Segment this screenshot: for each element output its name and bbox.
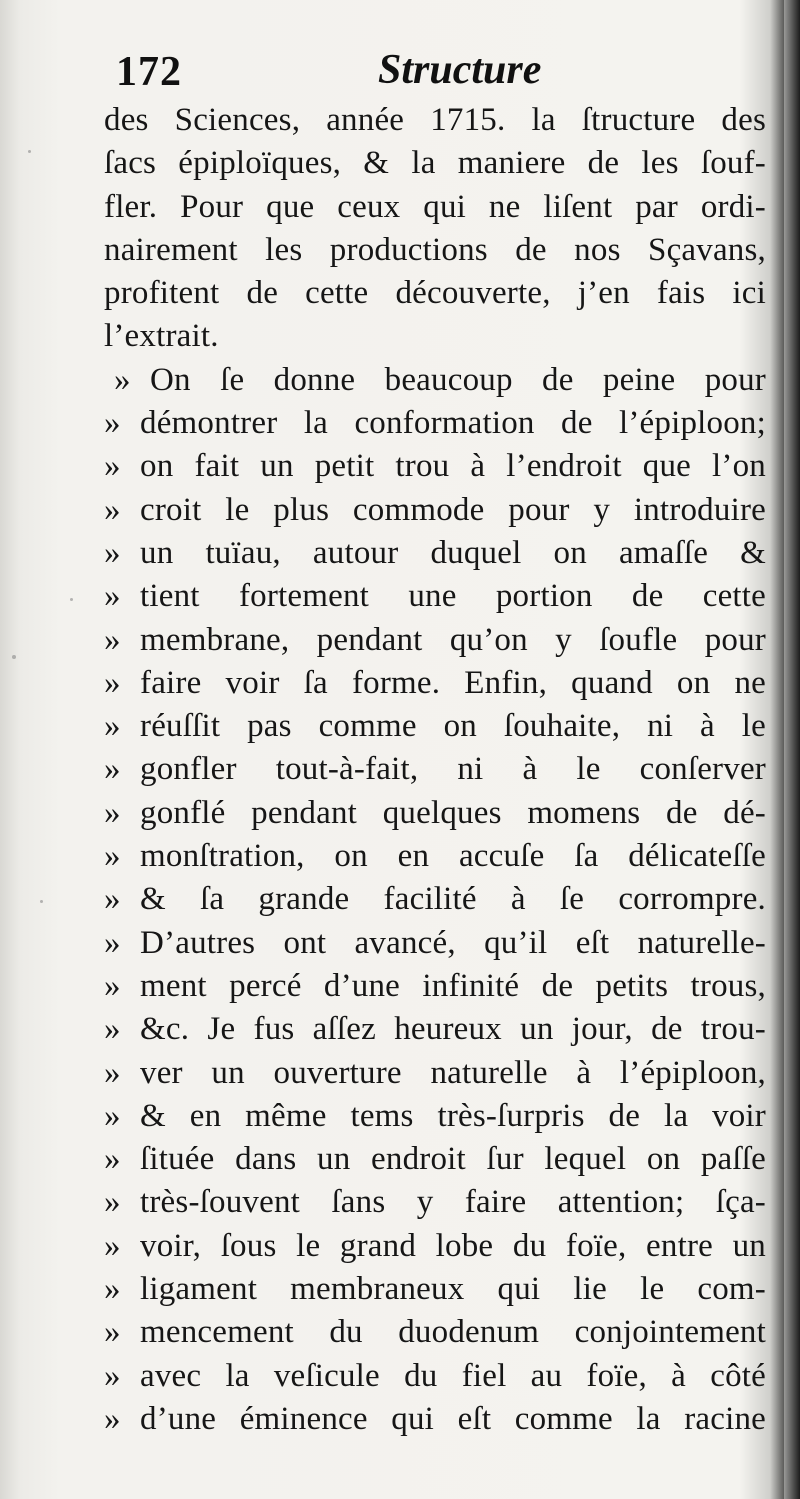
text-line	[104, 835, 766, 878]
quote-mark: »	[104, 405, 121, 442]
quote-mark: »	[104, 1357, 121, 1394]
quote-mark: »	[104, 448, 121, 485]
text-line	[104, 662, 766, 705]
line-text: faire voir ſa forme. Enfin, quand on ne	[140, 664, 766, 701]
quote-mark: »	[104, 1054, 121, 1091]
running-title: Structure	[378, 47, 542, 93]
text-line	[104, 705, 766, 748]
line-text: ligament membraneux qui lie le com-	[140, 1271, 766, 1308]
text-line	[104, 1181, 766, 1224]
quote-mark: »	[104, 838, 121, 875]
text-line	[104, 748, 766, 791]
line-text: ment percé d’une infinité de petits trous,	[140, 967, 766, 1004]
quote-mark: »	[104, 1271, 121, 1308]
line-text: voir, ſous le grand lobe du foïe, entre un	[140, 1227, 766, 1264]
line-text: avec la veſicule du fiel au foïe, à côté	[140, 1357, 766, 1394]
line-text: & ſa grande facilité à ſe corrompre.	[140, 881, 766, 918]
quote-mark: »	[114, 361, 131, 398]
text-line	[104, 1398, 766, 1441]
text-line	[104, 922, 766, 965]
text-line	[104, 965, 766, 1008]
text-line	[104, 1052, 766, 1095]
quote-mark: »	[104, 1184, 121, 1221]
quote-mark: »	[104, 751, 121, 788]
text-line	[104, 878, 766, 921]
text-line	[104, 532, 766, 575]
quote-mark: »	[104, 1227, 121, 1264]
line-text: d’une éminence qui eſt comme la racine	[140, 1400, 766, 1437]
text-line: fler. Pour que ceux qui ne liſent par ordi-	[104, 188, 766, 225]
line-text: mencement du duodenum conjointement	[140, 1314, 766, 1351]
text-line	[104, 1355, 766, 1398]
line-text: un tuïau, autour duquel on amaſſe &	[140, 534, 766, 571]
text-line	[104, 1008, 766, 1051]
text-line	[104, 489, 766, 532]
paper-speck	[12, 655, 16, 659]
quote-mark: »	[104, 967, 121, 1004]
quote-mark: »	[104, 708, 121, 745]
text-line: nairement les productions de nos Sçavans,	[104, 231, 766, 268]
text-line	[104, 792, 766, 835]
line-text: D’autres ont avancé, qu’il eſt naturelle-	[140, 924, 766, 961]
text-line	[104, 359, 766, 402]
quote-mark: »	[104, 1011, 121, 1048]
text-line	[104, 1311, 766, 1354]
line-text: gonflé pendant quelques momens de dé-	[140, 794, 766, 831]
text-line: profitent de cette découverte, j’en fais ici	[104, 275, 766, 312]
quote-mark: »	[104, 534, 121, 571]
line-text: croit le plus commode pour y introduire	[140, 491, 766, 528]
paper-speck	[40, 900, 43, 903]
line-text: réuſſit pas comme on ſouhaite, ni à le	[140, 708, 766, 745]
quote-mark: »	[104, 1141, 121, 1178]
text-line	[104, 1225, 766, 1268]
text-line	[104, 1095, 766, 1138]
quote-mark: »	[104, 924, 121, 961]
quote-mark: »	[104, 664, 121, 701]
paper-speck	[28, 150, 31, 153]
line-text: très-ſouvent ſans y faire attention; ſça-	[140, 1184, 766, 1221]
quote-mark: »	[104, 1314, 121, 1351]
line-text: gonfler tout-à-fait, ni à le conſerver	[140, 751, 766, 788]
body-text	[104, 99, 766, 1441]
line-text: tient fortement une portion de cette	[140, 578, 766, 615]
text-line: des Sciences, année 1715. la ſtructure des	[104, 102, 766, 138]
line-text: on fait un petit trou à l’endroit que l’on	[140, 448, 766, 485]
text-line	[104, 1268, 766, 1311]
quote-mark: »	[104, 491, 121, 528]
text-line	[104, 575, 766, 618]
line-text: membrane, pendant qu’on y ſoufle pour	[140, 621, 766, 658]
line-text: monſtration, on en accuſe ſa délicateſſe	[140, 838, 766, 875]
text-line: ſacs épiploïques, & la maniere de les ſouf-	[104, 145, 766, 182]
line-text: ver un ouverture naturelle à l’épiploon,	[140, 1054, 766, 1091]
paper-speck	[70, 598, 73, 601]
line-text: On ſe donne beaucoup de peine pour	[150, 361, 766, 398]
quote-mark: »	[104, 794, 121, 831]
text-line	[104, 445, 766, 488]
line-text: &c. Je fus aſſez heureux un jour, de trou-	[140, 1011, 766, 1048]
page-gutter-shadow	[784, 0, 800, 1499]
line-text: démontrer la conformation de l’épiploon;	[140, 405, 766, 442]
text-line	[104, 402, 766, 445]
quote-mark: »	[104, 578, 121, 615]
line-text: & en même tems très-ſurpris de la voir	[140, 1097, 766, 1134]
quote-mark: »	[104, 1097, 121, 1134]
quote-mark: »	[104, 881, 121, 918]
page-number: 172	[116, 49, 182, 95]
text-line	[104, 619, 766, 662]
quote-mark: »	[104, 1400, 121, 1437]
text-line	[104, 1138, 766, 1181]
text-line: l’extrait.	[104, 318, 219, 355]
line-text: ſituée dans un endroit ſur lequel on paſſe	[140, 1141, 766, 1178]
quote-mark: »	[104, 621, 121, 658]
